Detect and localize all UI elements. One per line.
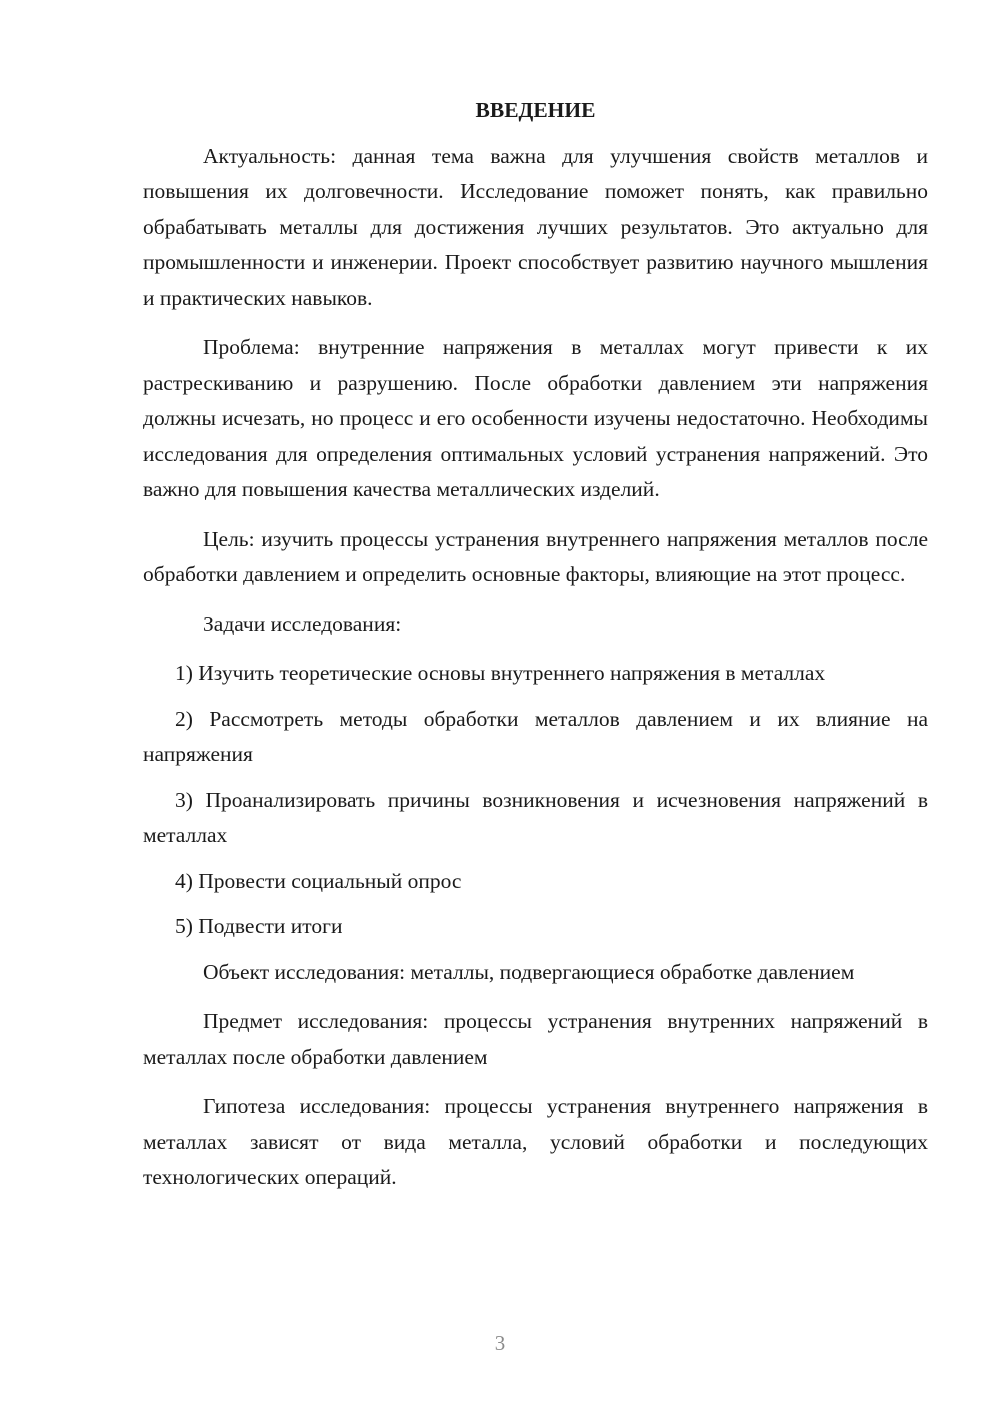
object-paragraph: Объект исследования: металлы, подвергающиеся обработке давлением (203, 959, 855, 984)
tasks-heading: Задачи исследования: (203, 611, 402, 636)
subject-paragraph: Предмет исследования: процессы устранения внутренних напряжений в металлах после обработки давлением (143, 1009, 928, 1069)
task-item-2: 2) Рассмотреть методы обработки металлов давлением и их влияние на напряжения (143, 706, 928, 766)
task-item-1: 1) Изучить теоретические основы внутреннего напряжения в металлах (175, 661, 826, 685)
task-item-3: 3) Проанализировать причины возникновения и исчезновения напряжений в металлах (143, 787, 928, 847)
task-item-4: 4) Провести социальный опрос (175, 868, 462, 893)
page-content (143, 93, 928, 1210)
relevance-paragraph: Актуальность: данная тема важна для улучшения свойств металлов и повышения их долговечности. Исследование поможет понять, как правильно обрабатывать металлы для достижения лучших результатов. Это актуально для промышленности и инженерии. Проект способствует развитию научного мышления и практических навыков. (143, 143, 928, 310)
hypothesis-paragraph: Гипотеза исследования: процессы устранения внутреннего напряжения в металлах зависят от вида металла, условий обработки и последующих технологических операций. (143, 1094, 928, 1189)
goal-paragraph: Цель: изучить процессы устранения внутреннего напряжения металлов после обработки давлением и определить основные факторы, влияющие на этот процесс. (143, 526, 928, 586)
task-item-5: 5) Подвести итоги (175, 914, 343, 938)
page-title: ВВЕДЕНИЕ (475, 98, 596, 122)
problem-paragraph: Проблема: внутренние напряжения в металлах могут привести к их растрескиванию и разрушению. После обработки давлением эти напряжения должны исчезать, но процесс и его особенности изучены недостаточно. Необходимы исследования для определения оптимальных условий устранения напряжений. Это важно для повышения качества металлических изделий. (143, 335, 928, 501)
page-number: 3 (494, 1331, 506, 1355)
